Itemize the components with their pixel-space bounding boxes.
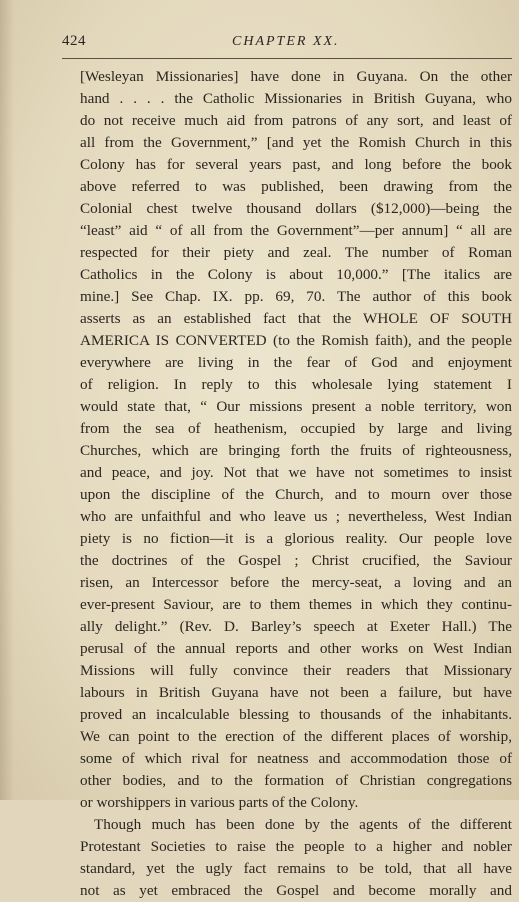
header-rule	[62, 58, 512, 59]
text-line: proved an incalculable blessing to thousands of the inhabitants.	[80, 706, 512, 723]
text-line: from the sea of heathenism, occupied by large and living	[80, 420, 512, 437]
text-line: above referred to was published, been drawing from the	[80, 178, 512, 195]
text-line: who are unfaithful and who leave us ; nevertheless, West Indian	[80, 508, 512, 525]
chapter-title: CHAPTER XX.	[232, 34, 340, 49]
text-line: ever-present Saviour, are to them themes in which they continu-	[80, 596, 512, 613]
text-line: would state that, “ Our missions present a noble territory, won	[80, 398, 512, 415]
page-number: 424	[62, 33, 86, 49]
text-line: “least” aid “ of all from the Government”—per annum] “ all are	[80, 222, 512, 239]
text-line: asserts as an established fact that the WHOLE OF SOUTH	[80, 310, 512, 327]
text-line: labours in British Guyana have not been a failure, but have	[80, 684, 512, 701]
text-line: standard, yet the ugly fact remains to be told, that all have	[80, 860, 512, 877]
text-line: or worshippers in various parts of the Colony.	[80, 794, 359, 811]
text-line: and peace, and joy. Not that we have not sometimes to insist	[80, 464, 512, 481]
text-line: AMERICA IS CONVERTED (to the Romish faith), and the people	[80, 332, 512, 349]
text-line: [Wesleyan Missionaries] have done in Guyana. On the other	[80, 68, 512, 85]
text-line: not as yet embraced the Gospel and become morally and	[80, 882, 512, 899]
text-line: the doctrines of the Gospel ; Christ crucified, the Saviour	[80, 552, 512, 569]
text-line: all from the Government,” [and yet the Romish Church in this	[80, 134, 512, 151]
text-line: Catholics in the Colony is about 10,000.” [The italics are	[80, 266, 512, 283]
text-line: Colony has for several years past, and long before the book	[80, 156, 512, 173]
text-line: perusal of the annual reports and other works on West Indian	[80, 640, 512, 657]
text-line: upon the discipline of the Church, and to mourn over those	[80, 486, 512, 503]
text-line: mine.] See Chap. IX. pp. 69, 70. The author of this book	[80, 288, 512, 305]
text-line: We can point to the erection of the different places of worship,	[80, 728, 512, 745]
text-line: everywhere are living in the fear of God and enjoyment	[80, 354, 512, 371]
text-line: piety is no fiction—it is a glorious reality. Our people love	[80, 530, 512, 547]
text-line: Though much has been done by the agents of the different	[94, 816, 512, 833]
text-line: risen, an Intercessor before the mercy-seat, a loving and an	[80, 574, 512, 591]
text-line: some of which rival for neatness and accommodation those of	[80, 750, 512, 767]
text-line: Churches, which are bringing forth the fruits of righteousness,	[80, 442, 512, 459]
body-text	[80, 66, 512, 902]
text-line: do not receive much aid from patrons of any sort, and least of	[80, 112, 512, 129]
text-line: of religion. In reply to this wholesale lying statement I	[80, 376, 512, 393]
text-line: respected for their piety and zeal. The number of Roman	[80, 244, 512, 261]
running-header	[62, 33, 510, 55]
text-line: Protestant Societies to raise the people to a higher and nobler	[80, 838, 512, 855]
text-line: ally delight.” (Rev. D. Barley’s speech at Exeter Hall.) The	[80, 618, 512, 635]
text-line: Colonial chest twelve thousand dollars ($12,000)—being the	[80, 200, 512, 217]
text-line: hand . . . . the Catholic Missionaries in British Guyana, who	[80, 90, 512, 107]
text-line: Missions will fully convince their readers that Missionary	[80, 662, 512, 679]
text-line: other bodies, and to the formation of Christian congregations	[80, 772, 512, 789]
page-gutter-shadow	[0, 0, 14, 800]
